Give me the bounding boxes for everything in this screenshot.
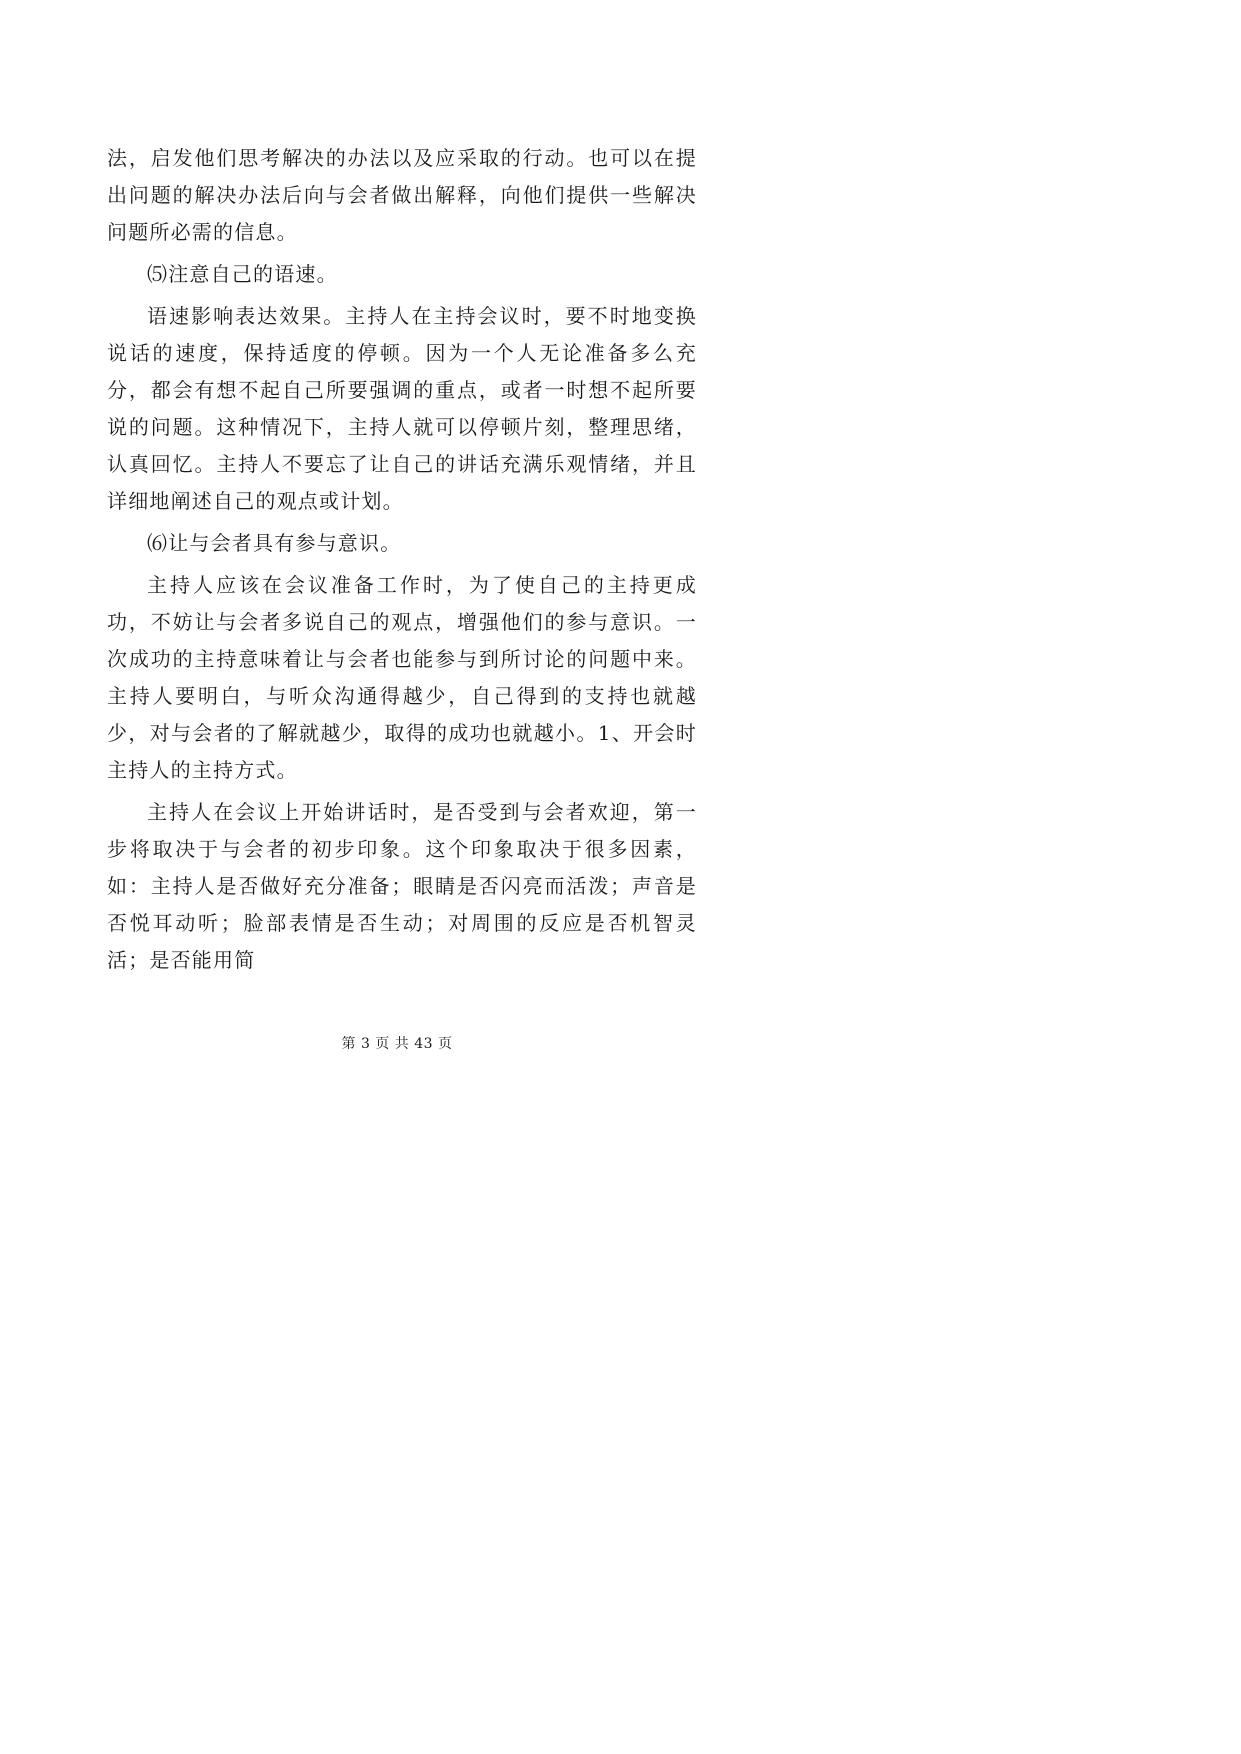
section-heading-6: ⑹让与会者具有参与意识。 [147, 531, 402, 555]
document-body [107, 140, 697, 984]
page-number: 第 3 页 共 43 页 [341, 1036, 453, 1052]
page-footer [0, 1034, 794, 1054]
document-page [0, 0, 794, 1123]
section-heading-5: ⑸注意自己的语速。 [147, 262, 338, 286]
paragraph: 主持人应该在会议准备工作时，为了使自己的主持更成功，不妨让与会者多说自己的观点，增强他们的参与意识。一次成功的主持意味着让与会者也能参与到所讨论的问题中来。主持人要明白，与听众沟通得越少，自己得到的支持也就越少，对与会者的了解就越少，取得的成功也就越小。1、开会时主持人的主持方式。 [107, 573, 697, 782]
paragraph: 主持人在会议上开始讲话时，是否受到与会者欢迎，第一步将取决于与会者的初步印象。这个印象取决于很多因素，如：主持人是否做好充分准备；眼睛是否闪亮而活泼；声音是否悦耳动听；脸部表情是否生动；对周围的反应是否机智灵活；是否能用简 [107, 800, 697, 972]
paragraph-continuation: 法，启发他们思考解决的办法以及应采取的行动。也可以在提出问题的解决办法后向与会者做出解释，向他们提供一些解决问题所必需的信息。 [107, 146, 697, 244]
paragraph: 语速影响表达效果。主持人在主持会议时，要不时地变换说话的速度，保持适度的停顿。因为一个人无论准备多么充分，都会有想不起自己所要强调的重点，或者一时想不起所要说的问题。这种情况下，主持人就可以停顿片刻，整理思绪，认真回忆。主持人不要忘了让自己的讲话充满乐观情绪，并且详细地阐述自己的观点或计划。 [107, 304, 697, 513]
